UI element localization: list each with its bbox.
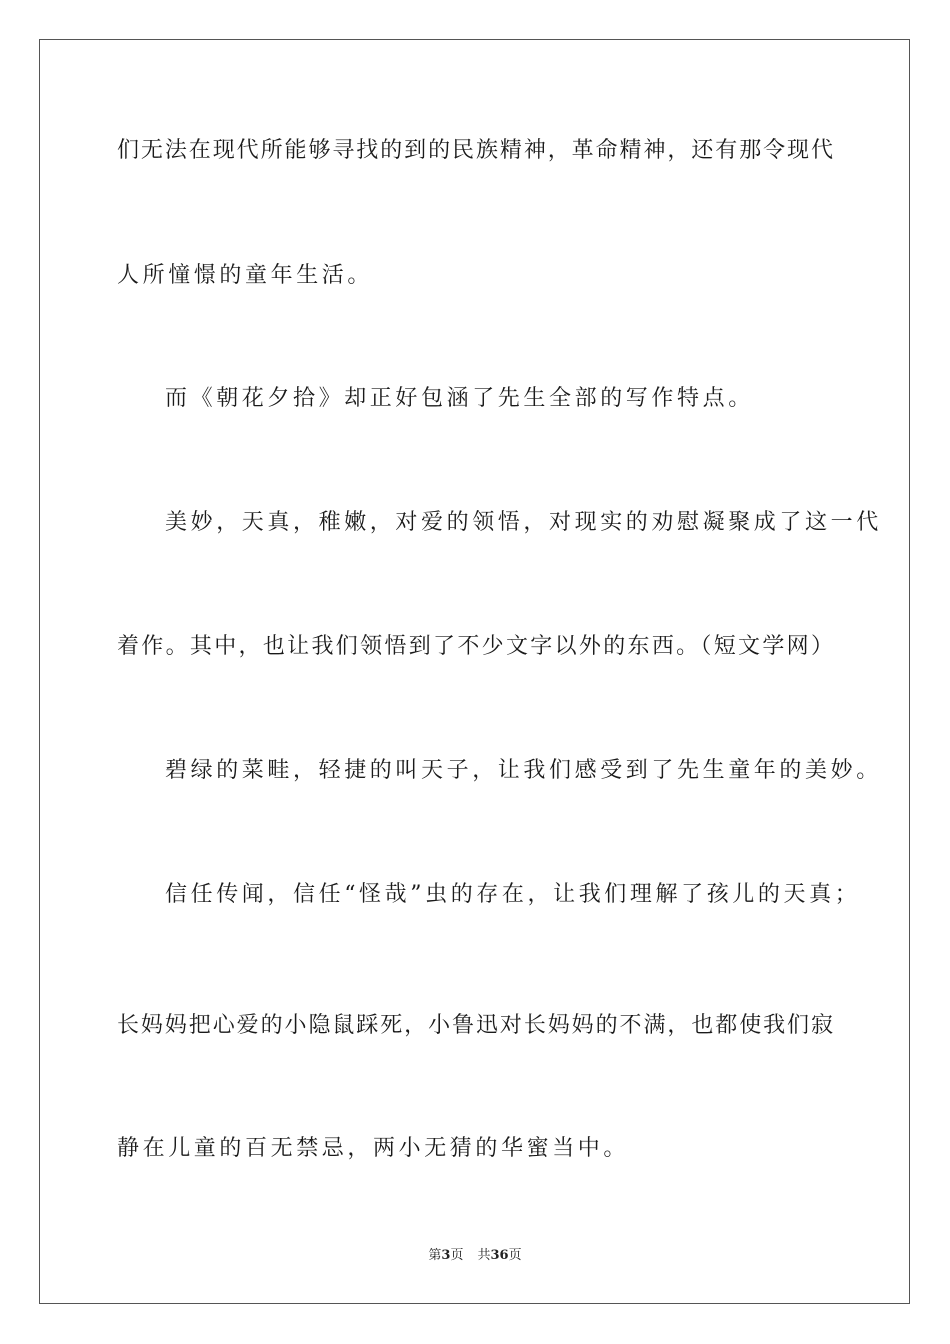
paragraph-line-2: 人所憧憬的童年生活。 (117, 263, 374, 288)
paragraph-line-7: 信任传闻，信任“怪哉”虫的存在，让我们理解了孩儿的天真； (165, 882, 861, 907)
page-footer (0, 1247, 950, 1265)
paragraph-line-3: 而《朝花夕拾》却正好包涵了先生全部的写作特点。 (165, 386, 754, 411)
page-border (39, 39, 910, 1304)
paragraph-line-8: 长妈妈把心爱的小隐鼠踩死，小鲁迅对长妈妈的不满，也都使我们寂 (117, 1013, 833, 1038)
paragraph-line-1: 们无法在现代所能够寻找的到的民族精神，革命精神，还有那令现代 (117, 138, 833, 163)
paragraph-line-6: 碧绿的菜畦，轻捷的叫天子，让我们感受到了先生童年的美妙。 (165, 758, 882, 783)
paragraph-line-9: 静在儿童的百无禁忌，两小无猜的华蜜当中。 (117, 1136, 630, 1161)
footer-total-number: 36 (490, 1248, 509, 1263)
footer-total-prefix: 共 (477, 1248, 491, 1263)
footer-page-prefix: 第 (428, 1248, 442, 1263)
footer-page-number: 3 (441, 1248, 451, 1263)
footer-page-suffix: 页 (450, 1248, 464, 1263)
paragraph-line-5: 着作。其中，也让我们领悟到了不少文字以外的东西。（短文学网） (117, 634, 833, 659)
footer-total-suffix: 页 (508, 1248, 522, 1263)
paragraph-line-4: 美妙，天真，稚嫩，对爱的领悟，对现实的劝慰凝聚成了这一代 (165, 510, 882, 535)
